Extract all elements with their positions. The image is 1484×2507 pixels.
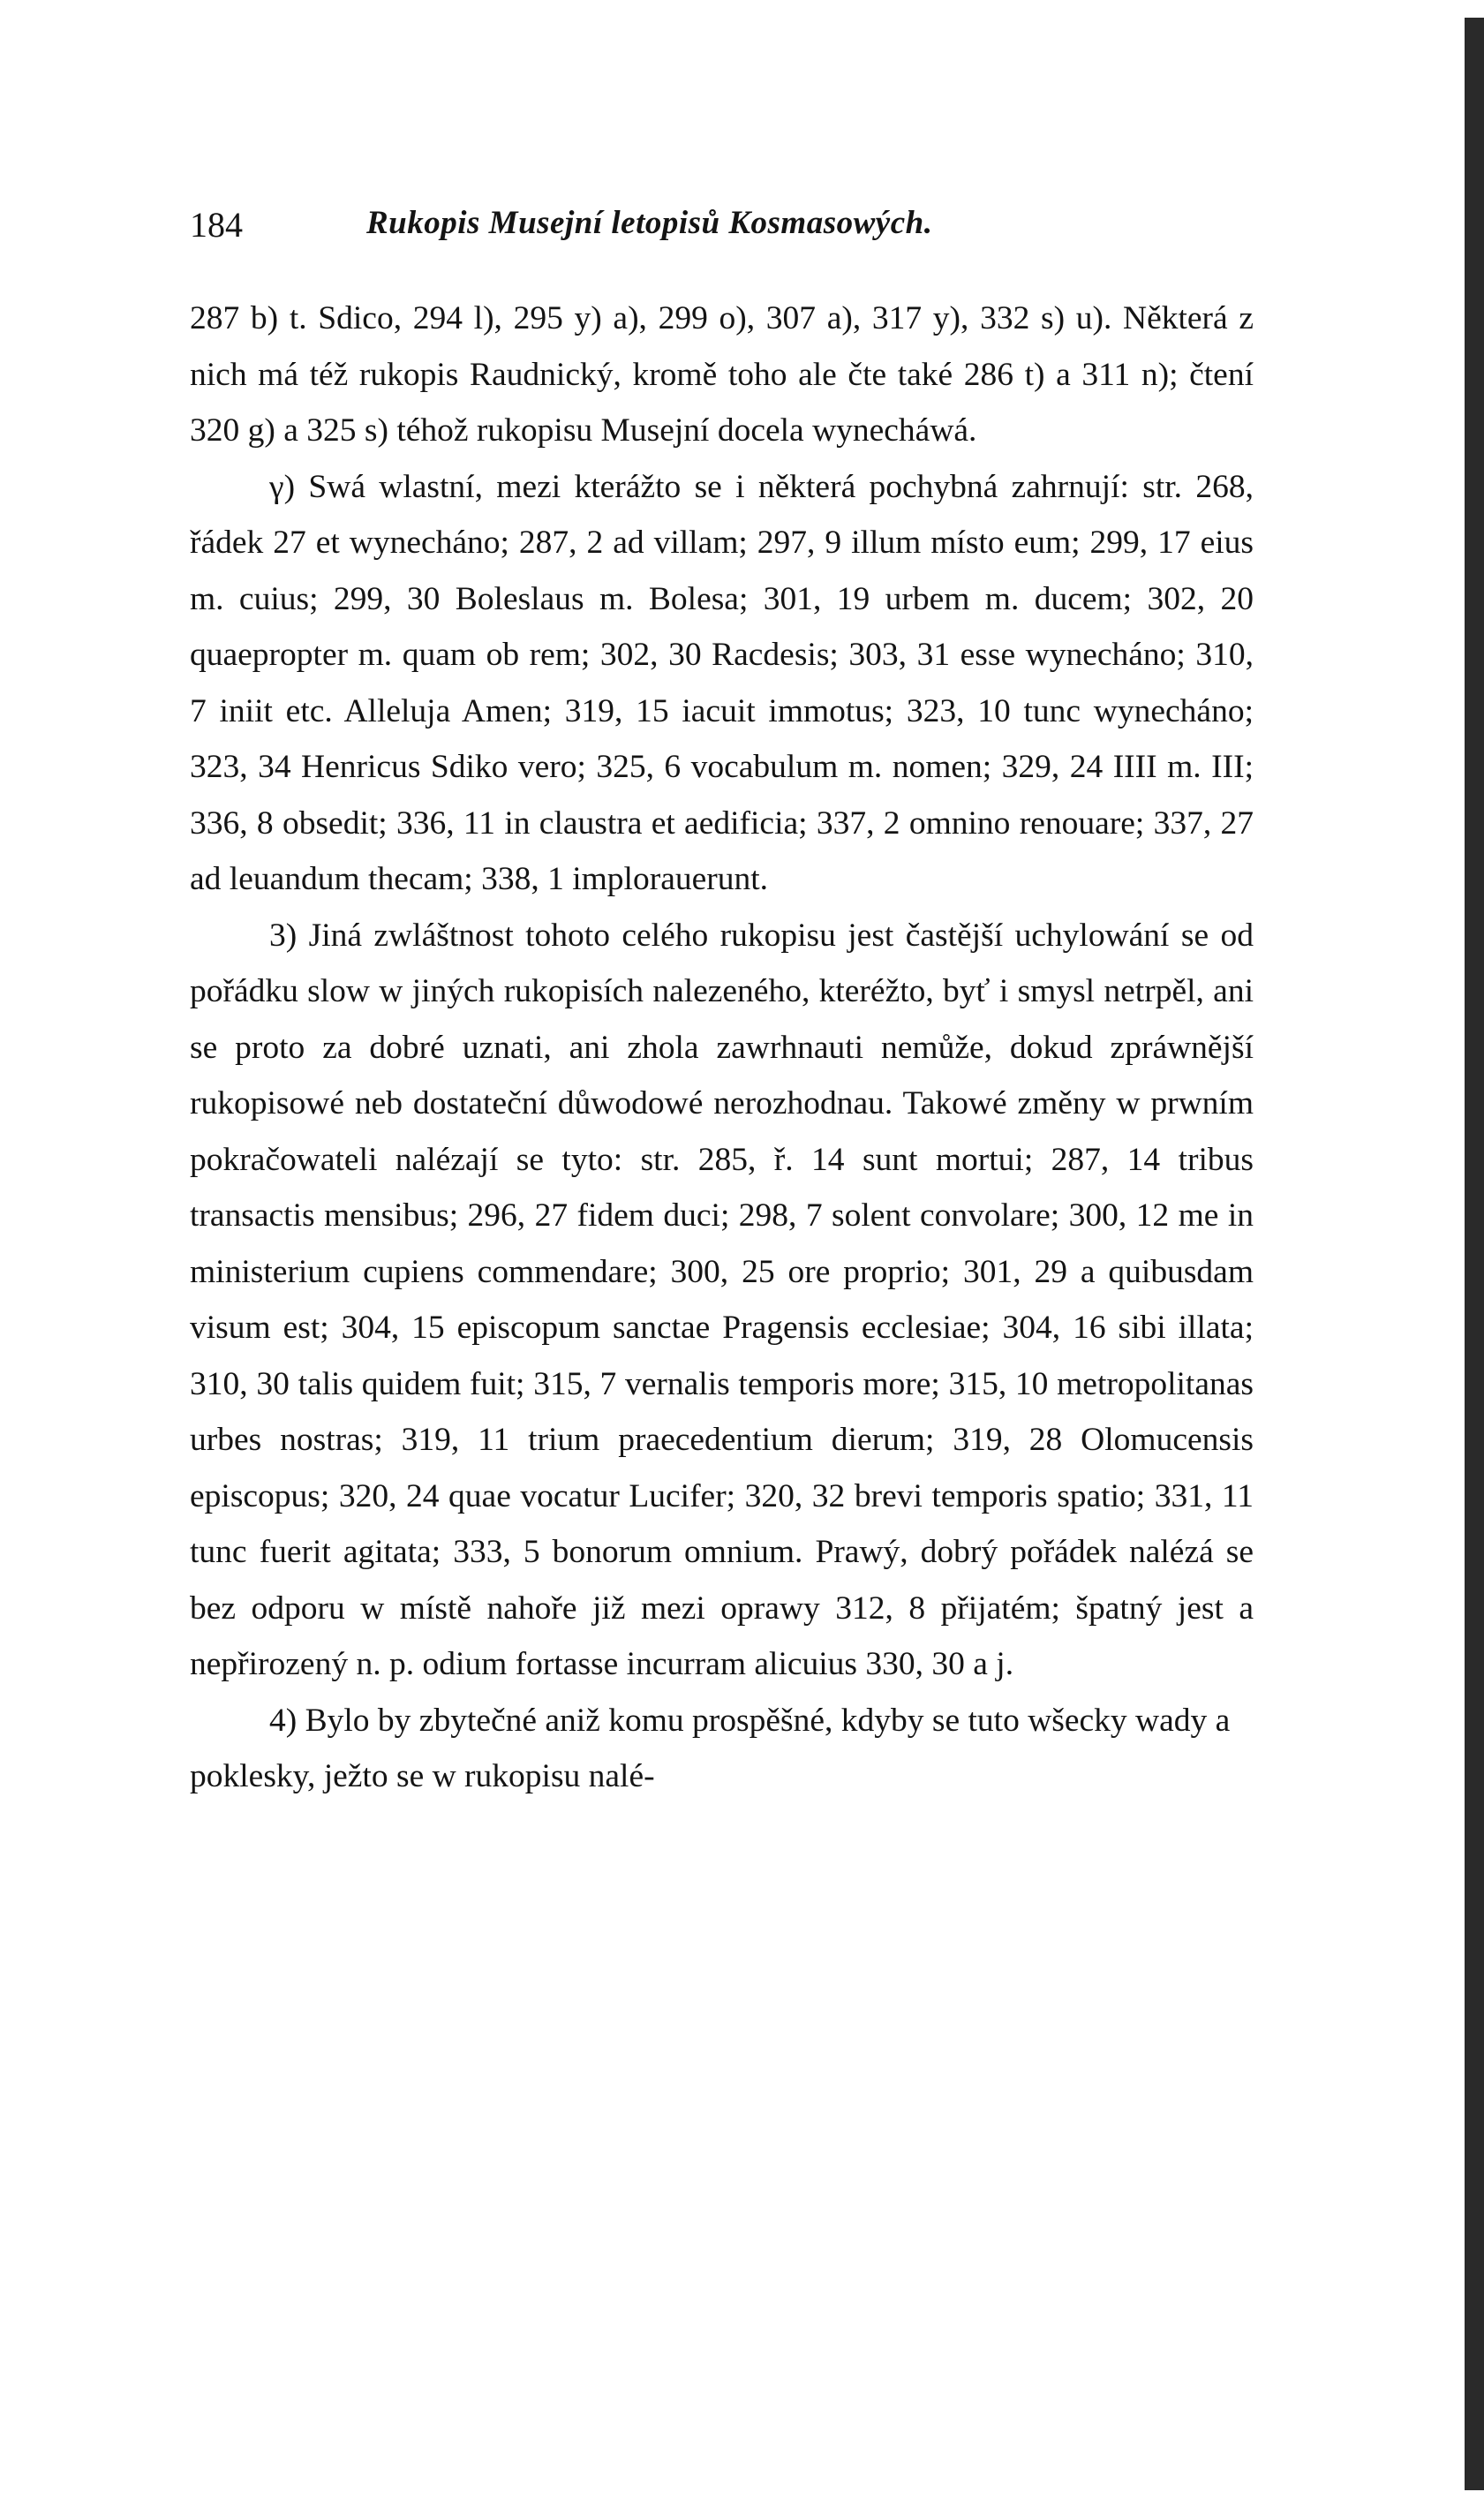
paragraph-3: 3) Jiná zwláštnost tohoto celého rukopisu jest častější uchylowání se od pořádku slow w jiných rukopisích nalezeného, kteréžto, byť i smysl netrpěl, ani se proto za dobré uznati, ani zhola zawrhnauti nemůže, dokud zpráwnější rukopisowé neb dostateční důwodowé nerozhodnau. Takowé změny w prwním pokračowateli nalézají se tyto: str. 285, ř. 14 sunt mortui; 287, 14 tribus transactis mensibus; 296, 27 fidem duci; 298, 7 solent convolare; 300, 12 me in ministerium cupiens commendare; 300, 25 ore proprio; 301, 29 a quibusdam visum est; 304, 15 episcopum sanctae Pragensis ecclesiae; 304, 16 sibi illata; 310, 30 talis quidem fuit; 315, 7 vernalis temporis more; 315, 10 metropolitanas urbes nostras; 319, 11 trium praecedentium dierum; 319, 28 Olomucensis episcopus; 320, 24 quae vocatur Lucifer; 320, 32 brevi temporis spatio; 331, 11 tunc fuerit agitata; 333, 5 bonorum omnium. Prawý, dobrý pořádek nalézá se bez odporu w místě nahoře již mezi oprawy 312, 8 přijatém; špatný jest a nepřirozený n. p. odium fortasse incurram alicuius 330, 30 a j. bbox=[190, 917, 1254, 1682]
paragraph-gamma: γ) Swá wlastní, mezi kterážto se i některá pochybná zahrnují: str. 268, řádek 27 et wynecháno; 287, 2 ad villam; 297, 9 illum místo eum; 299, 17 eius m. cuius; 299, 30 Boleslaus m. Bolesa; 301, 19 urbem m. ducem; 302, 20 quaepropter m. quam ob rem; 302, 30 Racdesis; 303, 31 esse wynecháno; 310, 7 iniit etc. Alleluja Amen; 319, 15 iacuit immotus; 323, 10 tunc wynecháno; 323, 34 Henricus Sdiko vero; 325, 6 vocabulum m. nomen; 329, 24 IIII m. III; 336, 8 obsedit; 336, 11 in claustra et aedificia; 337, 2 omnino renouare; 337, 27 ad leuandum thecam; 338, 1 implorauerunt. bbox=[190, 468, 1254, 897]
scan-edge bbox=[1465, 18, 1484, 2490]
paragraph-4: 4) Bylo by zbytečné aniž komu prospěšné, kdyby se tuto wšecky wady a poklesky, ježto se w rukopisu nalé- bbox=[190, 1702, 1231, 1794]
page-number: 184 bbox=[190, 205, 243, 245]
running-title: Rukopis Musejní letopisů Kosmasowých. bbox=[366, 205, 933, 241]
paragraph-continuation: 287 b) t. Sdico, 294 l), 295 y) a), 299 o), 307 a), 317 y), 332 s) u). Některá z nich má též rukopis Raudnický, kromě toho ale čte také 286 t) a 311 n); čtení 320 g) a 325 s) téhož rukopisu Musejní docela wynecháwá. bbox=[190, 300, 1254, 449]
page-header bbox=[190, 199, 1254, 261]
book-page bbox=[190, 199, 1254, 1805]
body-text bbox=[190, 291, 1254, 1805]
